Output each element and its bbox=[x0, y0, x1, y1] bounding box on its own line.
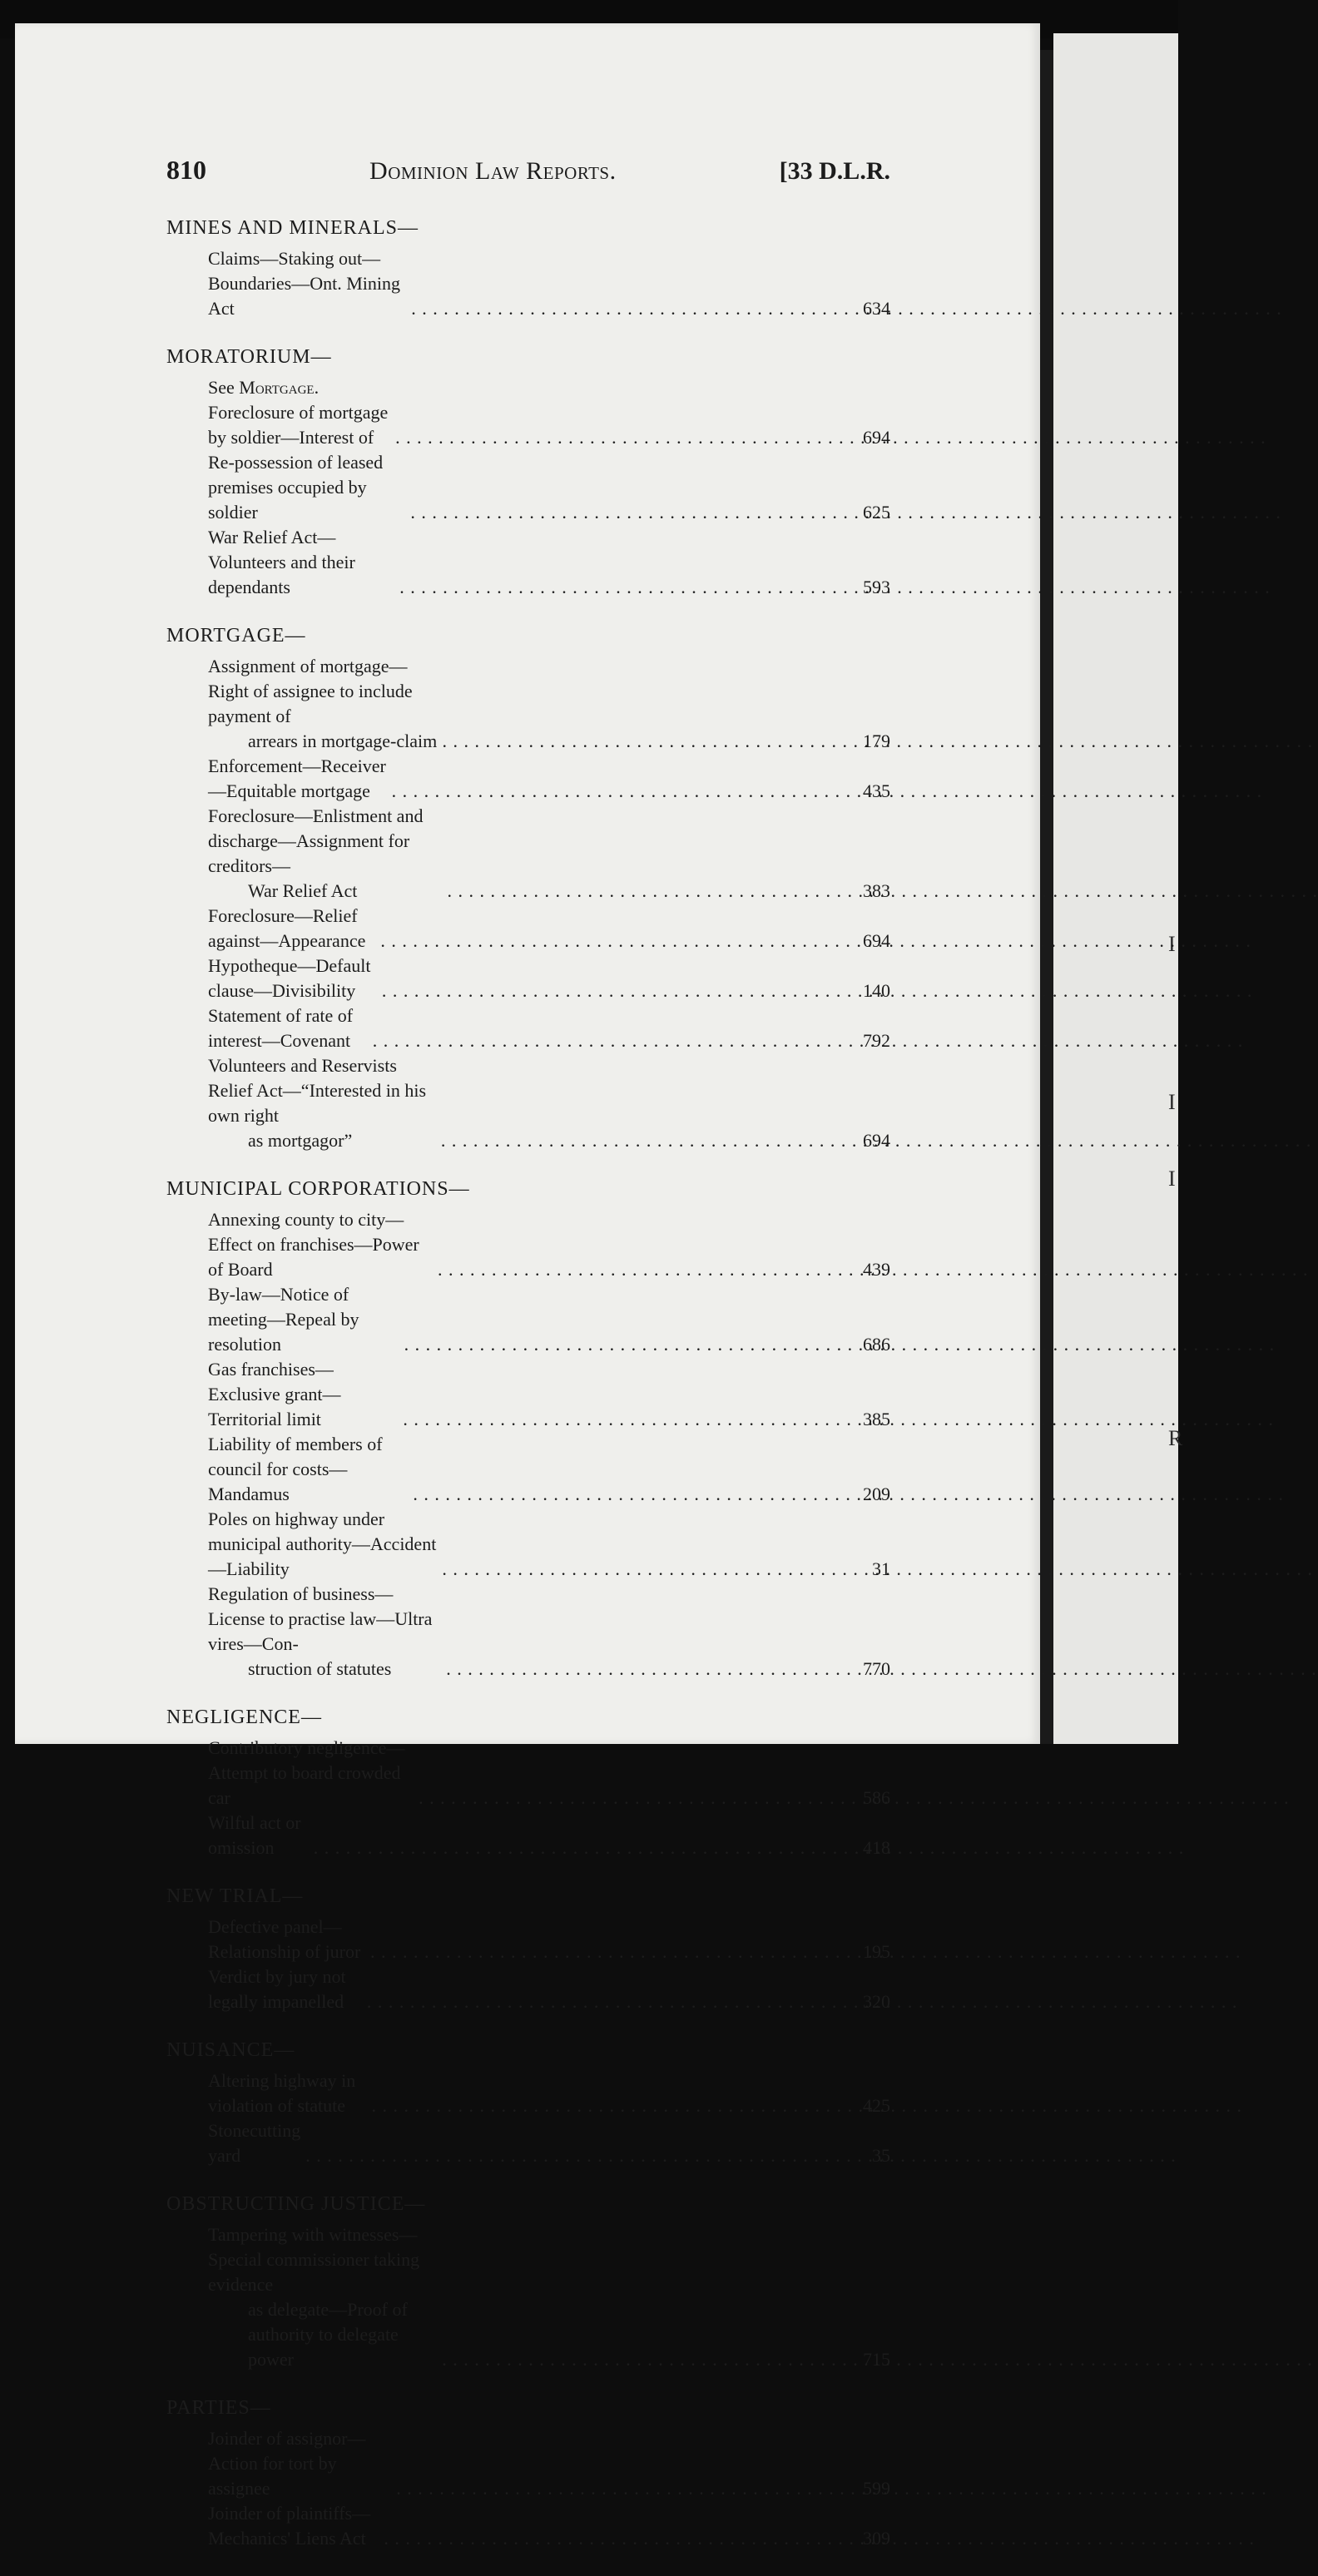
entry-text bbox=[208, 1207, 433, 1282]
entry-text bbox=[208, 2222, 437, 2372]
dot-leader bbox=[373, 1028, 849, 1053]
index-entry bbox=[166, 1736, 890, 1811]
index-entry bbox=[166, 450, 890, 525]
entry-main-line: Verdict by jury not legally impanelled bbox=[208, 1966, 346, 2012]
entry-main-line: Defective panel—Relationship of juror bbox=[208, 1916, 361, 1962]
page-reference: 715 bbox=[863, 2349, 890, 2370]
entry-main-line: Re-possession of leased premises occupied by soldier bbox=[208, 452, 384, 523]
page-reference: 634 bbox=[863, 298, 890, 319]
index-section bbox=[166, 625, 890, 1153]
dot-leader bbox=[411, 296, 849, 321]
page-reference: 770 bbox=[863, 1658, 890, 1679]
index-sections bbox=[166, 217, 890, 2551]
page-reference: 385 bbox=[863, 1409, 890, 1429]
page-reference: 209 bbox=[863, 1484, 890, 1504]
entry-text bbox=[208, 525, 394, 600]
index-entry bbox=[166, 2068, 890, 2118]
dot-leader bbox=[367, 1989, 849, 2014]
page-reference: 309 bbox=[863, 2528, 890, 2549]
entry-main-line: Contributory negligence—Attempt to board crowded car bbox=[208, 1737, 405, 1808]
index-entry bbox=[166, 904, 890, 954]
see-reference: Mortgage. bbox=[239, 377, 320, 398]
entry-main-line: Poles on highway under municipal authority—Accident—Liability bbox=[208, 1508, 437, 1579]
facing-page-letter: R bbox=[1168, 1426, 1183, 1450]
entry-text bbox=[208, 1432, 408, 1507]
section-heading: MINES AND MINERALS— bbox=[166, 217, 419, 239]
entry-continuation-line: War Relief Act bbox=[248, 880, 358, 901]
index-entry bbox=[166, 1507, 890, 1582]
page-reference: 599 bbox=[863, 2478, 890, 2499]
cross-reference bbox=[166, 375, 890, 400]
dot-leader bbox=[392, 779, 849, 804]
see-prefix: See bbox=[208, 377, 235, 398]
entry-main-line: By-law—Notice of meeting—Repeal by resolution bbox=[208, 1284, 359, 1355]
dot-leader bbox=[438, 1257, 849, 1282]
entry-main-line: Enforcement—Receiver—Equitable mortgage bbox=[208, 755, 386, 801]
entry-main-line: Joinder of assignor—Action for tort by assignee bbox=[208, 2428, 366, 2499]
entry-text bbox=[208, 1811, 309, 1860]
dot-leader bbox=[305, 2143, 849, 2168]
index-entry bbox=[166, 1282, 890, 1357]
index-entry bbox=[166, 754, 890, 804]
dot-leader bbox=[410, 500, 849, 525]
index-entry bbox=[166, 525, 890, 600]
index-section bbox=[166, 217, 890, 321]
page-reference: 593 bbox=[863, 577, 890, 597]
dot-leader bbox=[370, 1939, 849, 1964]
index-entry bbox=[166, 1811, 890, 1860]
index-section bbox=[166, 1885, 890, 2014]
page-reference: 320 bbox=[863, 1991, 890, 2012]
entry-main-line: Foreclosure—Enlistment and discharge—Assignment for creditors— bbox=[208, 805, 424, 876]
entry-main-line: Foreclosure of mortgage by soldier—Interest of bbox=[208, 402, 389, 448]
dot-leader bbox=[441, 1128, 849, 1153]
entry-text bbox=[208, 1915, 365, 1964]
entry-main-line: Volunteers and Reservists Relief Act—“Interested in his own right bbox=[208, 1055, 427, 1126]
dot-leader bbox=[372, 2093, 849, 2118]
page-reference: 694 bbox=[863, 427, 890, 448]
page-reference: 439 bbox=[863, 1259, 890, 1280]
section-heading: OBSTRUCTING JUSTICE— bbox=[166, 2193, 426, 2215]
section-heading: MORATORIUM— bbox=[166, 346, 332, 368]
index-entry bbox=[166, 954, 890, 1003]
entry-text bbox=[208, 400, 390, 450]
index-section bbox=[166, 2193, 890, 2372]
section-heading: NEGLIGENCE— bbox=[166, 1707, 322, 1728]
index-entry bbox=[166, 2118, 890, 2168]
entry-main-line: Joinder of plaintiffs—Mechanics' Liens Act bbox=[208, 2503, 371, 2549]
volume-ref: [33 D.L.R. bbox=[779, 157, 890, 185]
page-reference: 792 bbox=[863, 1030, 890, 1051]
facing-page-letter: I bbox=[1168, 1167, 1176, 1191]
page-reference: 35 bbox=[872, 2145, 890, 2166]
entry-text bbox=[208, 1357, 398, 1432]
dot-leader bbox=[448, 879, 849, 904]
facing-page-letter: I bbox=[1168, 932, 1176, 956]
page-reference: 425 bbox=[863, 2095, 890, 2116]
entry-text bbox=[208, 2118, 300, 2168]
index-entry bbox=[166, 2222, 890, 2372]
index-entry bbox=[166, 1357, 890, 1432]
dot-leader bbox=[396, 2476, 849, 2501]
running-header bbox=[166, 155, 890, 186]
entry-text bbox=[208, 2501, 379, 2551]
page-reference: 694 bbox=[863, 1130, 890, 1151]
index-entry bbox=[166, 1003, 890, 1053]
page-reference: 179 bbox=[863, 731, 890, 751]
page-reference: 686 bbox=[863, 1334, 890, 1355]
entry-main-line: Gas franchises—Exclusive grant—Territorial limit bbox=[208, 1359, 341, 1429]
index-section bbox=[166, 1707, 890, 1860]
dot-leader bbox=[382, 978, 849, 1003]
dot-leader bbox=[446, 1657, 849, 1682]
entry-text bbox=[208, 654, 438, 754]
section-heading: NEW TRIAL— bbox=[166, 1885, 304, 1907]
page-reference: 195 bbox=[863, 1941, 890, 1962]
dot-leader bbox=[442, 1557, 849, 1582]
entry-continuation-line: as delegate—Proof of authority to delegate power bbox=[248, 2299, 408, 2370]
entry-main-line: Foreclosure—Relief against—Appearance bbox=[208, 905, 366, 951]
index-entry bbox=[166, 1053, 890, 1153]
dot-leader bbox=[443, 729, 850, 754]
index-entry bbox=[166, 654, 890, 754]
index-entry bbox=[166, 804, 890, 904]
dot-leader bbox=[314, 1835, 849, 1860]
entry-continuation-line: as mortgagor” bbox=[248, 1130, 353, 1151]
entry-text bbox=[208, 754, 387, 804]
index-entry bbox=[166, 1915, 890, 1964]
entry-text bbox=[208, 804, 443, 904]
facing-page-letter: I bbox=[1168, 1090, 1176, 1114]
index-entry bbox=[166, 1582, 890, 1682]
page-reference: 140 bbox=[863, 980, 890, 1001]
entry-text bbox=[208, 2426, 391, 2501]
entry-main-line: Liability of members of council for costs—Mandamus bbox=[208, 1434, 383, 1504]
index-section bbox=[166, 1178, 890, 1682]
entry-main-line: Assignment of mortgage—Right of assignee to include payment of bbox=[208, 656, 413, 726]
dot-leader bbox=[442, 2347, 849, 2372]
entry-text bbox=[208, 1582, 441, 1682]
index-content bbox=[166, 155, 890, 2576]
dot-leader bbox=[413, 1482, 849, 1507]
index-entry bbox=[166, 2426, 890, 2501]
entry-continuation-line: arrears in mortgage-claim bbox=[248, 731, 438, 751]
entry-text bbox=[208, 1282, 399, 1357]
running-title: Dominion Law Reports. bbox=[369, 157, 617, 185]
index-entry bbox=[166, 400, 890, 450]
section-heading: MORTGAGE— bbox=[166, 625, 306, 646]
dot-leader bbox=[419, 1786, 849, 1811]
entry-main-line: Statement of rate of interest—Covenant bbox=[208, 1005, 354, 1051]
index-entry bbox=[166, 1207, 890, 1282]
dot-leader bbox=[399, 575, 849, 600]
entry-text bbox=[208, 904, 375, 954]
entry-main-line: Stonecutting yard bbox=[208, 2120, 301, 2166]
entry-main-line: Regulation of business—License to practise law—Ultra vires—Con- bbox=[208, 1583, 433, 1654]
section-heading: NUISANCE— bbox=[166, 2039, 295, 2061]
entry-text bbox=[208, 1964, 362, 2014]
entry-main-line: War Relief Act—Volunteers and their dependants bbox=[208, 527, 355, 597]
entry-main-line: Altering highway in violation of statute bbox=[208, 2070, 356, 2116]
index-section bbox=[166, 2397, 890, 2551]
index-section bbox=[166, 2039, 890, 2168]
index-entry bbox=[166, 246, 890, 321]
entry-text bbox=[208, 1507, 437, 1582]
entry-continuation-line: struction of statutes bbox=[248, 1658, 392, 1679]
entry-text bbox=[208, 1053, 436, 1153]
dot-leader bbox=[395, 425, 849, 450]
dot-leader bbox=[384, 2526, 849, 2551]
page-reference: 31 bbox=[872, 1558, 890, 1579]
entry-main-line: Claims—Staking out—Boundaries—Ont. Mining Act bbox=[208, 248, 400, 319]
page-reference: 625 bbox=[863, 502, 890, 523]
index-section bbox=[166, 346, 890, 600]
page-reference: 383 bbox=[863, 880, 890, 901]
entry-text bbox=[208, 2068, 367, 2118]
entry-main-line: Annexing county to city—Effect on franchises—Power of Board bbox=[208, 1209, 419, 1280]
entry-main-line: Hypotheque—Default clause—Divisibility bbox=[208, 955, 371, 1001]
entry-text bbox=[208, 1736, 414, 1811]
index-entry bbox=[166, 1964, 890, 2014]
entry-main-line: Tampering with witnesses—Special commissioner taking evidence bbox=[208, 2224, 420, 2295]
entry-text bbox=[208, 450, 405, 525]
entry-text bbox=[208, 954, 377, 1003]
page-number: 810 bbox=[166, 155, 206, 185]
dot-leader bbox=[403, 1407, 849, 1432]
page-reference: 418 bbox=[863, 1837, 890, 1858]
entry-text bbox=[208, 246, 406, 321]
dot-leader bbox=[380, 929, 849, 954]
page-reference: 694 bbox=[863, 930, 890, 951]
section-heading: MUNICIPAL CORPORATIONS— bbox=[166, 1178, 470, 1200]
page-reference: 586 bbox=[863, 1787, 890, 1808]
entry-main-line: Wilful act or omission bbox=[208, 1812, 301, 1858]
page-reference: 435 bbox=[863, 780, 890, 801]
section-heading: PARTIES— bbox=[166, 2397, 271, 2419]
entry-text bbox=[208, 1003, 368, 1053]
index-entry bbox=[166, 1432, 890, 1507]
index-entry bbox=[166, 2501, 890, 2551]
dot-leader bbox=[404, 1332, 849, 1357]
